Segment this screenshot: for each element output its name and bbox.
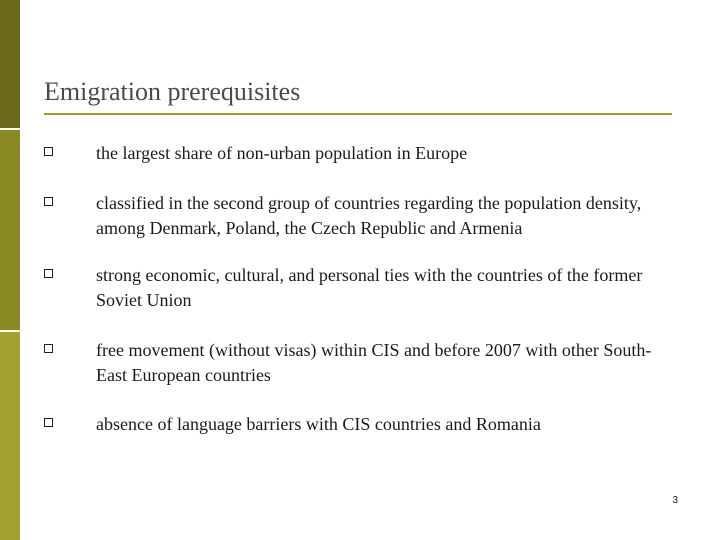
bullet-text: free movement (without visas) within CIS and before 2007 with other South-East European countries [96,340,652,385]
bullet-text: strong economic, cultural, and personal ties with the countries of the former Soviet Union [96,265,643,310]
bullet-text: the largest share of non-urban population in Europe [96,143,468,163]
page-number: 3 [672,495,678,506]
hollow-square-icon [44,344,53,353]
hollow-square-icon [44,418,53,427]
hollow-square-icon [44,197,53,206]
hollow-square-icon [44,269,53,278]
hollow-square-icon [44,147,53,156]
bullet-text: classified in the second group of countries regarding the population density, among Denmark, Poland, the Czech Republic and Armenia [96,193,642,238]
bullet-text: absence of language barriers with CIS countries and Romania [96,414,541,434]
slide-title: Emigration prerequisites [44,77,301,106]
